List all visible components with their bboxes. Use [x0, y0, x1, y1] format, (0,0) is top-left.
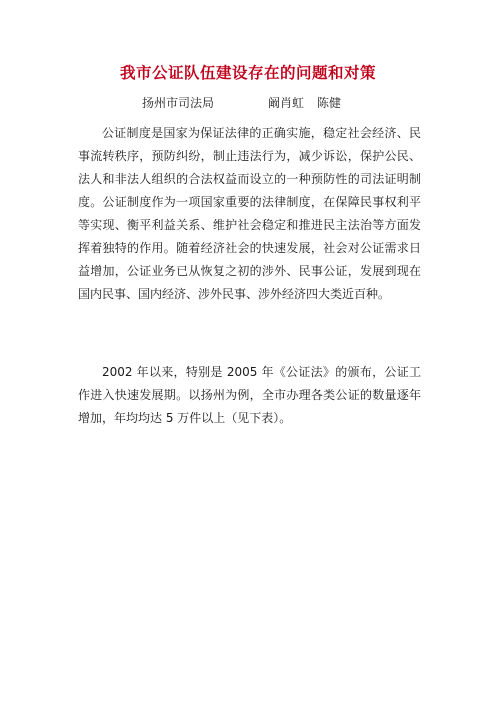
author-name: 阚肖虹 [268, 96, 305, 110]
author-name: 陈健 [317, 96, 342, 110]
body-paragraph: 2002 年以来，特别是 2005 年《公证法》的颁布，公证工作进入快速发展期。以扬州为例，全市办理各类公证的数量逐年增加，年均均达 5 万件以上（见下表）。 [78, 365, 421, 425]
author-organization: 扬州市司法局 [142, 96, 215, 110]
document-title: 我市公证队伍建设存在的问题和对策 [119, 64, 376, 82]
body-paragraph: 公证制度是国家为保证法律的正确实施，稳定社会经济、民事流转秩序，预防纠纷，制止违法行为，减少诉讼，保护公民、法人和非法人组织的合法权益而设立的一种预防性的司法证明制度。公证制度作为一项国家重要的法律制度，在保障民事权利平等实现、衡平利益关系、维护社会稳定和推进民主法治等方面发挥着独特的作用。随着经济社会的快速发展，社会对公证需求日益增加，公证业务已从恢复之初的涉外、民事公证，发展到现在国内民事、国内经济、涉外民事、涉外经济四大类近百种。 [78, 126, 421, 301]
byline [0, 93, 496, 113]
